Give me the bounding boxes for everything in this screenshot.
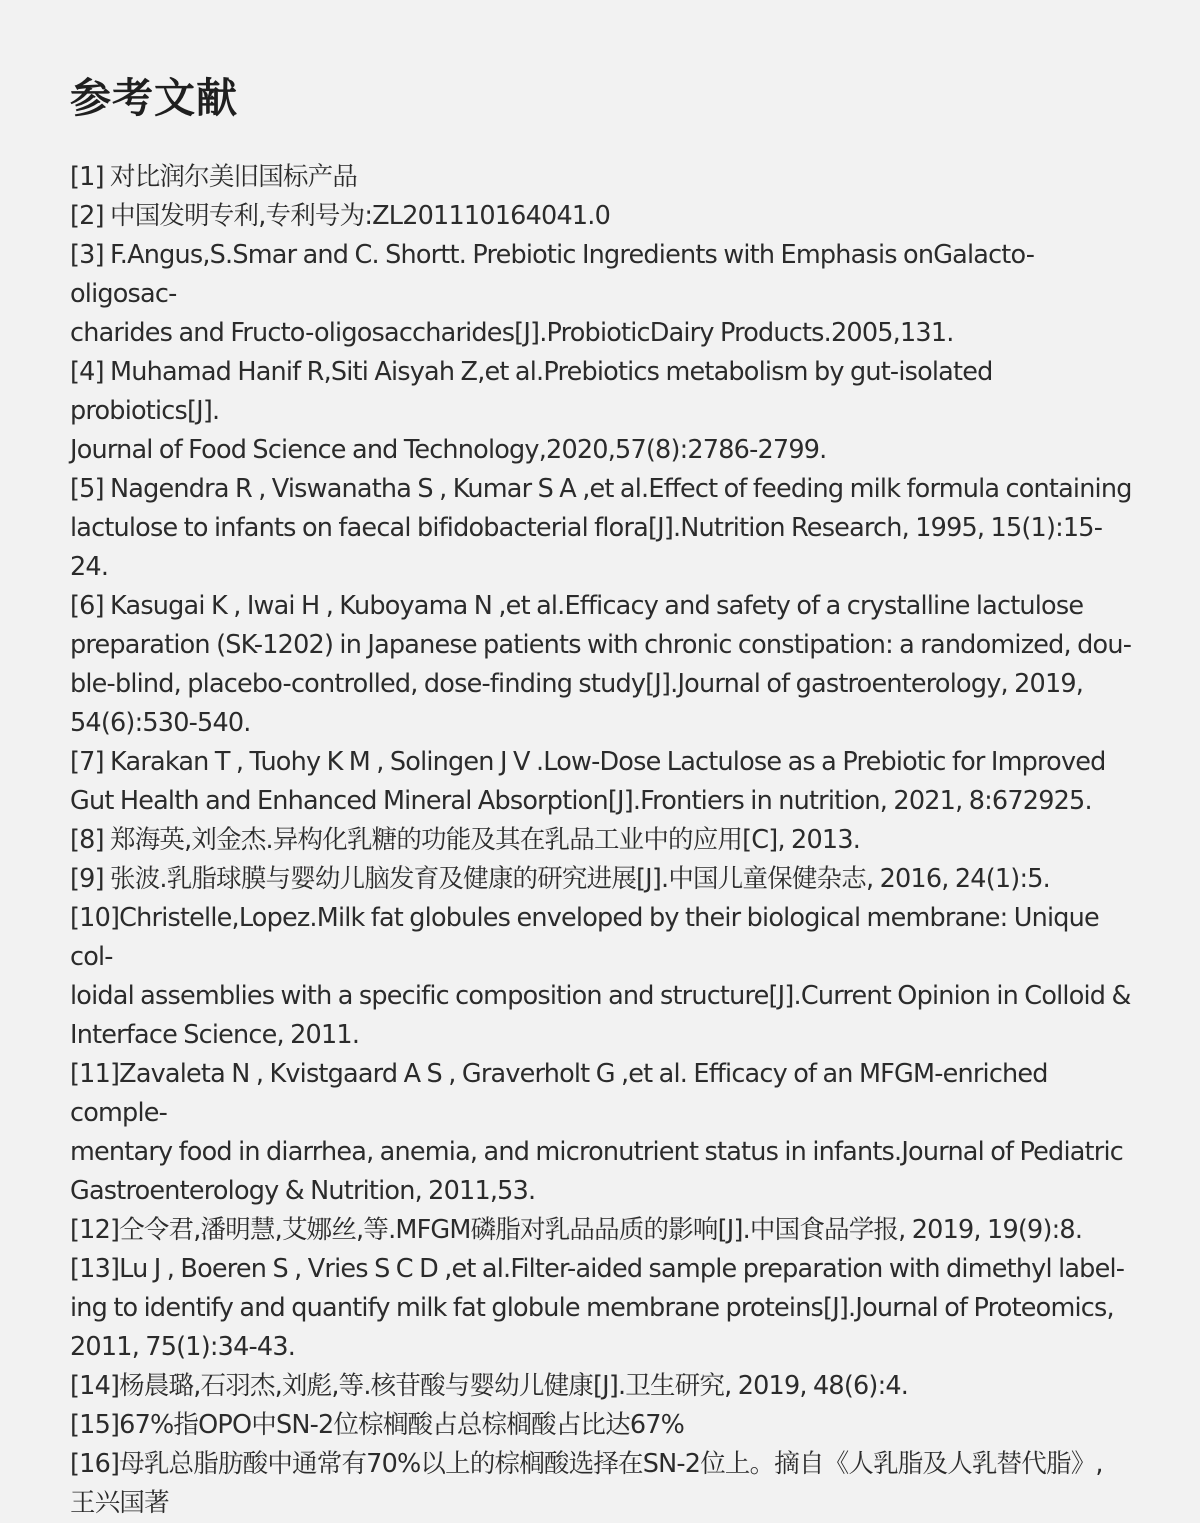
reference-item: [3] F.Angus,S.Smar and C. Shortt. Prebiotic Ingredients with Emphasis onGalacto-oligosac- charides and Fructo-oligosaccharides[J].ProbioticDairy Products.2005,131. [70, 240, 1035, 348]
reference-item: [5] Nagendra R , Viswanatha S , Kumar S A ,et al.Effect of feeding milk formula containing lactulose to infants on faecal bifidobacterial flora[J].Nutrition Research, 1995, 15(1):15-24. [70, 474, 1132, 582]
reference-item: [1] 对比润尔美旧国标产品 [70, 162, 358, 192]
reference-item: [16]母乳总脂肪酸中通常有70%以上的棕榈酸选择在SN-2位上。摘自《人乳脂及人乳替代脂》, 王兴国著 [70, 1449, 1103, 1518]
reference-item: [9] 张波.乳脂球膜与婴幼儿脑发育及健康的研究进展[J].中国儿童保健杂志, 2016, 24(1):5. [70, 864, 1050, 894]
reference-item: [10]Christelle,Lopez.Milk fat globules enveloped by their biological membrane: Unique col- loidal assemblies with a specific composition and structure[J].Current Opinion in Colloid & Interface Science, 2011. [70, 903, 1131, 1050]
reference-item: [14]杨晨璐,石羽杰,刘彪,等.核苷酸与婴幼儿健康[J].卫生研究, 2019, 48(6):4. [70, 1371, 909, 1401]
reference-item: [8] 郑海英,刘金杰.异构化乳糖的功能及其在乳品工业中的应用[C], 2013. [70, 825, 861, 855]
page-title: 参考文献 [70, 74, 238, 122]
reference-list [70, 158, 1130, 1523]
reference-item: [7] Karakan T , Tuohy K M , Solingen J V .Low-Dose Lactulose as a Prebiotic for Improved Gut Health and Enhanced Mineral Absorption[J].Frontiers in nutrition, 2021, 8:672925. [70, 747, 1106, 816]
reference-item: [4] Muhamad Hanif R,Siti Aisyah Z,et al.Prebiotics metabolism by gut-isolated probiotics[J]. Journal of Food Science and Technology,2020,57(8):2786-2799. [70, 357, 993, 465]
reference-item: [15]67%指OPO中SN-2位棕榈酸占总棕榈酸占比达67% [70, 1410, 685, 1440]
reference-item: [6] Kasugai K , Iwai H , Kuboyama N ,et al.Efficacy and safety of a crystalline lactulose preparation (SK-1202) in Japanese patients with chronic constipation: a randomized, dou- ble-blind, placebo-controlled, dose-finding study[J].Journal of gastroenterology, 2019, 54(6):530-540. [70, 591, 1132, 738]
reference-item: [2] 中国发明专利,专利号为:ZL201110164041.0 [70, 201, 611, 231]
reference-item: [13]Lu J , Boeren S , Vries S C D ,et al.Filter-aided sample preparation with dimethyl label- ing to identify and quantify milk fat globule membrane proteins[J].Journal of Proteomics, 2011, 75(1):34-43. [70, 1254, 1125, 1362]
reference-item: [11]Zavaleta N , Kvistgaard A S , Graverholt G ,et al. Efficacy of an MFGM-enriched comple- mentary food in diarrhea, anemia, and micronutrient status in infants.Journal of Pediatric Gastroenterology & Nutrition, 2011,53. [70, 1059, 1123, 1206]
reference-item: [12]仝令君,潘明慧,艾娜丝,等.MFGM磷脂对乳品品质的影响[J].中国食品学报, 2019, 19(9):8. [70, 1215, 1083, 1245]
